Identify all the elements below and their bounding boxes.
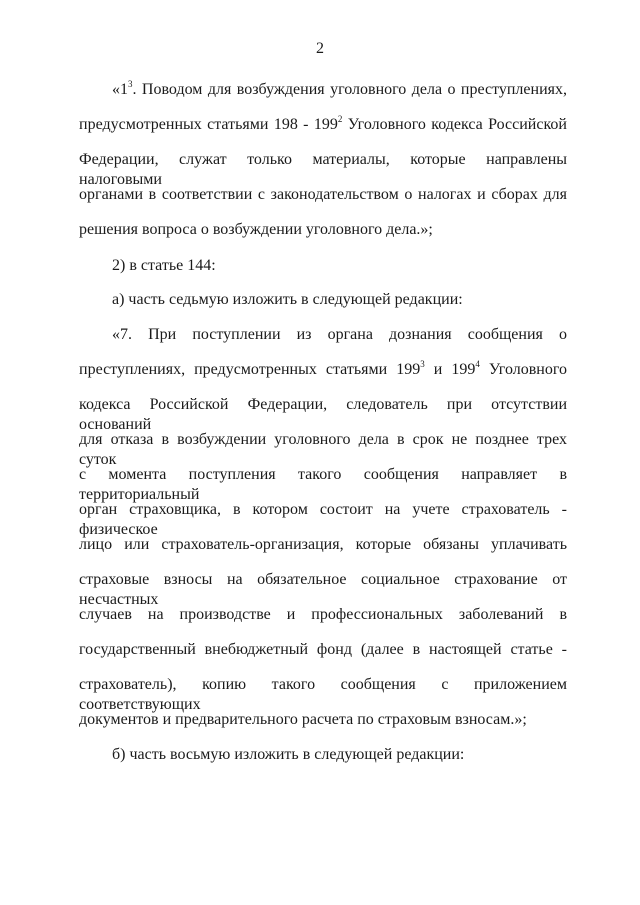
- text-line: б) часть восьмую изложить в следующей редакции:: [112, 746, 465, 763]
- text-line: государственный внебюджетный фонд (далее в настоящей статье -: [79, 641, 567, 658]
- text-line: документов и предварительного расчета по страховым взносам.»;: [79, 711, 527, 728]
- text-line: «7. При поступлении из органа дознания сообщения о: [112, 326, 567, 343]
- text-line: кодекса Российской Федерации, следователь при отсутствии оснований: [79, 396, 567, 433]
- text-line: для отказа в возбуждении уголовного дела в срок не позднее трех суток: [79, 431, 567, 468]
- text-line: орган страховщика, в котором состоит на учете страхователь - физическое: [79, 501, 567, 538]
- text-line: с момента поступления такого сообщения направляет в территориальный: [79, 466, 567, 503]
- text-line: случаев на производстве и профессиональных заболеваний в: [79, 606, 567, 623]
- text-line: решения вопроса о возбуждении уголовного дела.»;: [79, 221, 433, 238]
- text-line: «$1^3$. Поводом для возбуждения уголовного дела о преступлениях,: [112, 79, 567, 98]
- text-line: лицо или страхователь-организация, которые обязаны уплачивать: [79, 536, 567, 553]
- text-line: преступлениях, предусмотренных статьями $199^3$ и $199^4$ Уголовного: [79, 359, 568, 378]
- text-line: органами в соответствии с законодательством о налогах и сборах для: [79, 186, 567, 203]
- text-line: а) часть седьмую изложить в следующей редакции:: [112, 291, 463, 308]
- text-line: предусмотренных статьями $198 - 199^2$ Уголовного кодекса Российской: [79, 114, 567, 133]
- text-line: страхователь), копию такого сообщения с приложением соответствующих: [79, 676, 567, 713]
- text-line: 2) в статье 144:: [112, 257, 216, 274]
- text-line: Федерации, служат только материалы, которые направлены налоговыми: [79, 151, 567, 188]
- text-line: страховые взносы на обязательное социальное страхование от несчастных: [79, 571, 567, 608]
- page-number: 2: [316, 40, 324, 57]
